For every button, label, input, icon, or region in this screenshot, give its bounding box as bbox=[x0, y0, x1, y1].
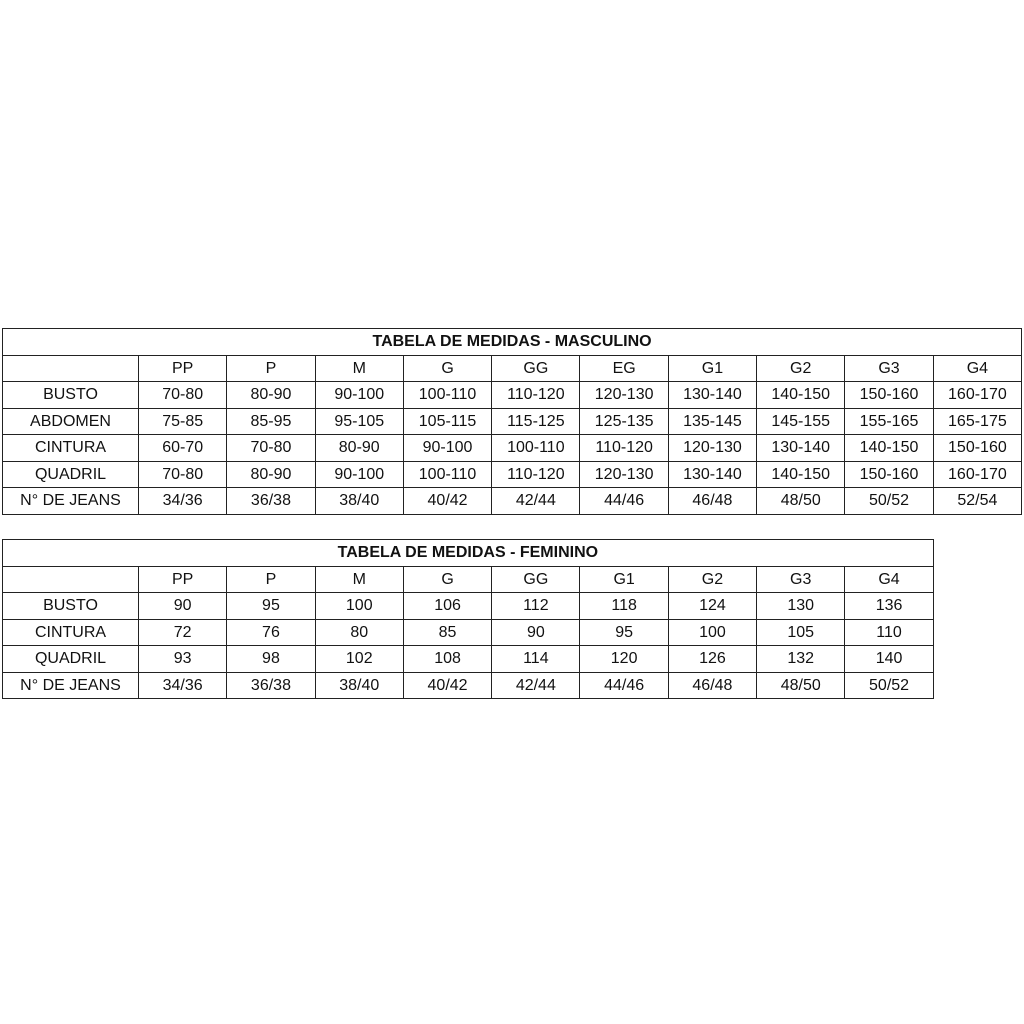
table-cell: PP bbox=[139, 355, 227, 382]
table-row bbox=[3, 646, 934, 673]
table-cell: 126 bbox=[668, 646, 756, 673]
table-cell: 85-95 bbox=[227, 408, 315, 435]
row-label bbox=[3, 566, 139, 593]
row-label bbox=[3, 355, 139, 382]
table-cell: 72 bbox=[139, 619, 227, 646]
table-cell: 100-110 bbox=[403, 382, 491, 409]
table-cell: 98 bbox=[227, 646, 315, 673]
table-cell: 106 bbox=[403, 593, 491, 620]
table-cell: G bbox=[403, 566, 491, 593]
size-table-feminino bbox=[2, 539, 934, 699]
table-cell: 48/50 bbox=[757, 672, 845, 699]
table-cell: 42/44 bbox=[492, 672, 580, 699]
table-cell: 34/36 bbox=[139, 672, 227, 699]
table-cell: G4 bbox=[933, 355, 1021, 382]
row-label: N° DE JEANS bbox=[3, 488, 139, 515]
table-cell: G1 bbox=[668, 355, 756, 382]
table-cell: G3 bbox=[757, 566, 845, 593]
table-cell: 100-110 bbox=[403, 461, 491, 488]
table-cell: 120 bbox=[580, 646, 668, 673]
table-cell: 114 bbox=[492, 646, 580, 673]
table-cell: 44/46 bbox=[580, 488, 668, 515]
table-cell: 120-130 bbox=[580, 461, 668, 488]
table-cell: 80-90 bbox=[315, 435, 403, 462]
table-cell: 90-100 bbox=[403, 435, 491, 462]
table-cell: 110-120 bbox=[492, 461, 580, 488]
table-cell: G bbox=[403, 355, 491, 382]
row-label: ABDOMEN bbox=[3, 408, 139, 435]
table-cell: 120-130 bbox=[668, 435, 756, 462]
table-cell: 90-100 bbox=[315, 461, 403, 488]
table-cell: 130-140 bbox=[757, 435, 845, 462]
table-cell: 95 bbox=[227, 593, 315, 620]
table-cell: 105 bbox=[757, 619, 845, 646]
table-cell: 48/50 bbox=[757, 488, 845, 515]
table-cell: P bbox=[227, 355, 315, 382]
table-cell: 105-115 bbox=[403, 408, 491, 435]
table-cell: 130-140 bbox=[668, 461, 756, 488]
table-cell: 165-175 bbox=[933, 408, 1021, 435]
table-cell: G2 bbox=[757, 355, 845, 382]
table-cell: EG bbox=[580, 355, 668, 382]
row-label: CINTURA bbox=[3, 435, 139, 462]
table-cell: 160-170 bbox=[933, 382, 1021, 409]
table-cell: 80-90 bbox=[227, 382, 315, 409]
row-label: N° DE JEANS bbox=[3, 672, 139, 699]
table-cell: 140-150 bbox=[845, 435, 933, 462]
table-cell: 100 bbox=[668, 619, 756, 646]
row-label: QUADRIL bbox=[3, 461, 139, 488]
table-row bbox=[3, 672, 934, 699]
table-cell: 46/48 bbox=[668, 488, 756, 515]
table-cell: 140 bbox=[845, 646, 933, 673]
table-cell: M bbox=[315, 566, 403, 593]
row-label: QUADRIL bbox=[3, 646, 139, 673]
table-body bbox=[3, 329, 1022, 515]
table-cell: PP bbox=[139, 566, 227, 593]
table-cell: 118 bbox=[580, 593, 668, 620]
table-cell: 135-145 bbox=[668, 408, 756, 435]
size-table-masculino bbox=[2, 328, 1022, 515]
table-cell: 110 bbox=[845, 619, 933, 646]
table-cell: 108 bbox=[403, 646, 491, 673]
row-label: BUSTO bbox=[3, 593, 139, 620]
table-cell: 140-150 bbox=[757, 461, 845, 488]
table-cell: 80-90 bbox=[227, 461, 315, 488]
table-cell: 34/36 bbox=[139, 488, 227, 515]
table-cell: 102 bbox=[315, 646, 403, 673]
table-cell: 130-140 bbox=[668, 382, 756, 409]
table-title: TABELA DE MEDIDAS - FEMININO bbox=[3, 540, 934, 567]
table-cell: 95-105 bbox=[315, 408, 403, 435]
table-cell: 90 bbox=[139, 593, 227, 620]
table-cell: 160-170 bbox=[933, 461, 1021, 488]
table-cell: 70-80 bbox=[139, 382, 227, 409]
row-label: CINTURA bbox=[3, 619, 139, 646]
row-label: BUSTO bbox=[3, 382, 139, 409]
table-cell: 40/42 bbox=[403, 672, 491, 699]
table-body bbox=[3, 540, 934, 699]
table-cell: 95 bbox=[580, 619, 668, 646]
table-title-row bbox=[3, 540, 934, 567]
table-cell: 76 bbox=[227, 619, 315, 646]
header-row bbox=[3, 566, 934, 593]
table-title-row bbox=[3, 329, 1022, 356]
table-cell: 130 bbox=[757, 593, 845, 620]
table-row bbox=[3, 382, 1022, 409]
table-cell: G3 bbox=[845, 355, 933, 382]
table-row bbox=[3, 488, 1022, 515]
table-cell: 125-135 bbox=[580, 408, 668, 435]
table-cell: 60-70 bbox=[139, 435, 227, 462]
table-cell: 136 bbox=[845, 593, 933, 620]
table-cell: 93 bbox=[139, 646, 227, 673]
table-row bbox=[3, 461, 1022, 488]
table-cell: 100 bbox=[315, 593, 403, 620]
table-row bbox=[3, 435, 1022, 462]
table-cell: 44/46 bbox=[580, 672, 668, 699]
table-cell: 42/44 bbox=[492, 488, 580, 515]
table-cell: 112 bbox=[492, 593, 580, 620]
table-cell: 38/40 bbox=[315, 672, 403, 699]
table-cell: 46/48 bbox=[668, 672, 756, 699]
table-cell: 124 bbox=[668, 593, 756, 620]
table-row bbox=[3, 619, 934, 646]
table-cell: 70-80 bbox=[227, 435, 315, 462]
table-cell: 80 bbox=[315, 619, 403, 646]
table-row bbox=[3, 593, 934, 620]
table-cell: 90 bbox=[492, 619, 580, 646]
header-row bbox=[3, 355, 1022, 382]
table-cell: G4 bbox=[845, 566, 933, 593]
table-cell: 70-80 bbox=[139, 461, 227, 488]
table-cell: 50/52 bbox=[845, 488, 933, 515]
table-cell: GG bbox=[492, 566, 580, 593]
table-cell: 100-110 bbox=[492, 435, 580, 462]
table-cell: 140-150 bbox=[757, 382, 845, 409]
table-cell: 36/38 bbox=[227, 672, 315, 699]
table-cell: 85 bbox=[403, 619, 491, 646]
table-cell: G1 bbox=[580, 566, 668, 593]
table-cell: 40/42 bbox=[403, 488, 491, 515]
table-cell: 132 bbox=[757, 646, 845, 673]
table-cell: G2 bbox=[668, 566, 756, 593]
table-cell: 145-155 bbox=[757, 408, 845, 435]
table-cell: 50/52 bbox=[845, 672, 933, 699]
table-cell: 75-85 bbox=[139, 408, 227, 435]
table-cell: 52/54 bbox=[933, 488, 1021, 515]
table-cell: 150-160 bbox=[933, 435, 1021, 462]
table-cell: GG bbox=[492, 355, 580, 382]
table-title: TABELA DE MEDIDAS - MASCULINO bbox=[3, 329, 1022, 356]
table-cell: 120-130 bbox=[580, 382, 668, 409]
table-cell: 110-120 bbox=[580, 435, 668, 462]
table-cell: 36/38 bbox=[227, 488, 315, 515]
table-cell: 150-160 bbox=[845, 461, 933, 488]
table-cell: 155-165 bbox=[845, 408, 933, 435]
table-cell: M bbox=[315, 355, 403, 382]
table-cell: 38/40 bbox=[315, 488, 403, 515]
table-cell: 90-100 bbox=[315, 382, 403, 409]
table-cell: 110-120 bbox=[492, 382, 580, 409]
table-row bbox=[3, 408, 1022, 435]
table-cell: 115-125 bbox=[492, 408, 580, 435]
table-cell: 150-160 bbox=[845, 382, 933, 409]
table-cell: P bbox=[227, 566, 315, 593]
